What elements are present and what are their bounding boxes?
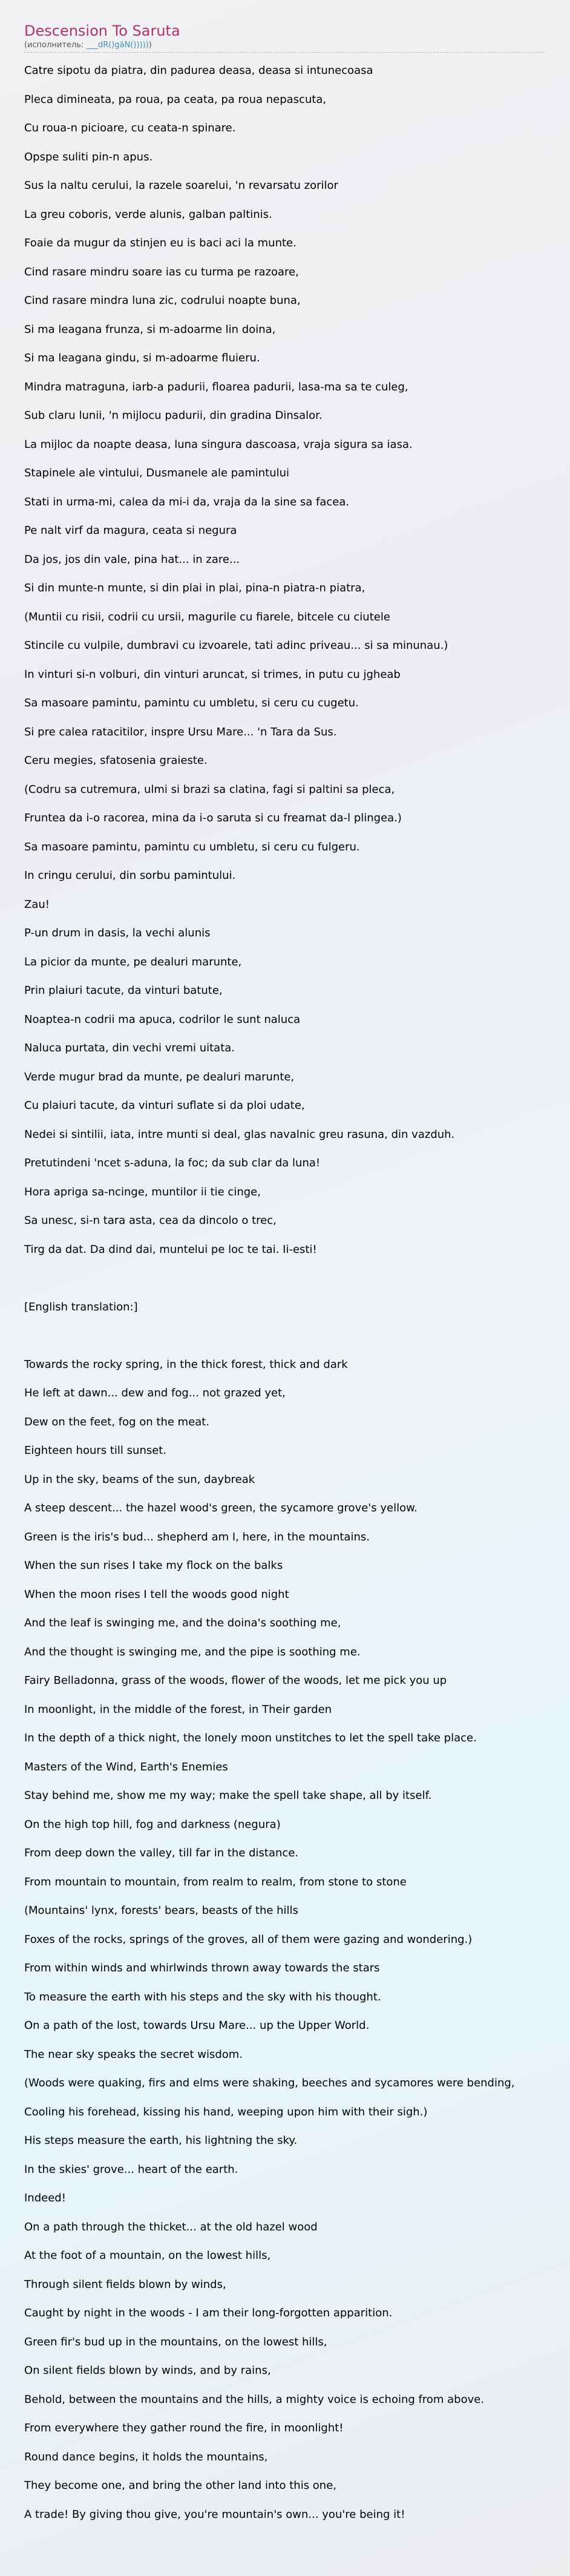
lyric-line: (Muntii cu risii, codrii cu ursii, magurile cu fiarele, bitcele cu ciutele — [24, 610, 390, 623]
lyric-line: Pe nalt virf da magura, ceata si negura — [24, 524, 237, 537]
lyric-line: On a path of the lost, towards Ursu Mare... up the Upper World. — [24, 2019, 370, 2032]
lyric-line: Si din munte-n munte, si din plai in plai, pina-n piatra-n piatra, — [24, 582, 365, 594]
lyric-line: A steep descent... the hazel wood's green, the sycamore grove's yellow. — [24, 1502, 418, 1514]
lyric-line: Dew on the feet, fog on the meat. — [24, 1415, 210, 1428]
lyric-line: On the high top hill, fog and darkness (negura) — [24, 1818, 281, 1831]
lyric-line: Naluca purtata, din vechi vremi uitata. — [24, 1042, 235, 1054]
lyric-line: Masters of the Wind, Earth's Enemies — [24, 1760, 228, 1773]
lyric-line: A trade! By giving thou give, you're mountain's own... you're being it! — [24, 2508, 405, 2521]
lyric-line: Zau! — [24, 898, 50, 911]
lyric-line: On silent fields blown by winds, and by rains, — [24, 2364, 271, 2377]
lyric-line: Cooling his forehead, kissing his hand, weeping upon him with their sigh.) — [24, 2105, 428, 2118]
song-page — [24, 22, 569, 2529]
lyric-line: La picior da munte, pe dealuri marunte, — [24, 955, 242, 968]
lyric-line: Tirg da dat. Da dind dai, muntelui pe loc te tai. Ii-esti! — [24, 1243, 317, 1256]
artist-link[interactable]: ___dR()gäN())))) — [86, 41, 149, 50]
lyric-line: In the skies' grove... heart of the earth. — [24, 2163, 238, 2176]
lyric-line: And the leaf is swinging me, and the doina's soothing me, — [24, 1617, 341, 1629]
lyric-line: Catre sipotu da piatra, din padurea deasa, deasa si intunecoasa — [24, 64, 373, 77]
lyric-line: His steps measure the earth, his lightning the sky. — [24, 2134, 298, 2147]
lyric-line: Cind rasare mindra luna zic, codrului noapte buna, — [24, 294, 301, 307]
song-title: Descension To Saruta — [24, 22, 180, 39]
lyric-line: In vinturi si-n volburi, din vinturi aruncat, si trimes, in putu cu jgheab — [24, 668, 401, 681]
lyric-line: Stincile cu vulpile, dumbravi cu izvoarele, tati adinc priveau... si sa minunau.) — [24, 639, 448, 652]
lyric-line: Noaptea-n codrii ma apuca, codrilor le sunt naluca — [24, 1013, 301, 1026]
lyric-line: Green fir's bud up in the mountains, on the lowest hills, — [24, 2335, 327, 2348]
lyric-line: Cu roua-n picioare, cu ceata-n spinare. — [24, 122, 236, 134]
lyric-line: In cringu cerului, din sorbu pamintului. — [24, 869, 236, 882]
lyric-line: Nedei si sintilii, iata, intre munti si deal, glas navalnic greu rasuna, din vazduh. — [24, 1128, 455, 1141]
lyric-line: Prin plaiuri tacute, da vinturi batute, — [24, 984, 223, 997]
lyric-line: From deep down the valley, till far in the distance. — [24, 1847, 299, 1859]
lyric-line: Mindra matraguna, iarb-a padurii, floarea padurii, lasa-ma sa te culeg, — [24, 380, 408, 393]
lyric-line: Sus la naltu cerului, la razele soarelui, 'n revarsatu zorilor — [24, 179, 338, 192]
lyric-line: At the foot of a mountain, on the lowest hills, — [24, 2249, 271, 2262]
lyric-line: He left at dawn... dew and fog... not grazed yet, — [24, 1387, 286, 1399]
lyric-line: When the sun rises I take my flock on the balks — [24, 1559, 283, 1572]
lyric-line: In moonlight, in the middle of the forest, in Their garden — [24, 1703, 332, 1716]
lyric-line: Fruntea da i-o racorea, mina da i-o saruta si cu freamat da-l plingea.) — [24, 812, 402, 824]
divider — [24, 52, 545, 53]
lyric-line: (Codru sa cutremura, ulmi si brazi sa clatina, fagi si paltini sa pleca, — [24, 783, 395, 796]
artist-suffix: ) — [148, 41, 152, 50]
lyric-line: In the depth of a thick night, the lonely moon unstitches to let the spell take place. — [24, 1732, 477, 1744]
lyric-line: La mijloc da noapte deasa, luna singura dascoasa, vraja sigura sa iasa. — [24, 438, 413, 451]
lyric-line: When the moon rises I tell the woods good night — [24, 1588, 289, 1601]
lyric-line: Caught by night in the woods - I am their long-forgotten apparition. — [24, 2307, 393, 2319]
lyric-line — [24, 1264, 569, 1293]
lyric-line: Si ma leagana frunza, si m-adoarme lin doina, — [24, 323, 276, 336]
lyric-line: Behold, between the mountains and the hills, a mighty voice is echoing from above. — [24, 2393, 485, 2406]
lyric-line: P-un drum in dasis, la vechi alunis — [24, 927, 211, 939]
lyric-line: Sa unesc, si-n tara asta, cea da dincolo o trec, — [24, 1214, 277, 1227]
lyric-line — [24, 1321, 569, 1350]
lyric-line: From everywhere they gather round the fire, in moonlight! — [24, 2422, 344, 2434]
lyric-line: (Woods were quaking, firs and elms were shaking, beeches and sycamores were bending, — [24, 2077, 515, 2089]
lyric-line: Green is the iris's bud... shepherd am I, here, in the mountains. — [24, 1530, 370, 1543]
artist-line — [24, 40, 569, 51]
lyric-line: Indeed! — [24, 2192, 66, 2204]
lyric-line: Pleca dimineata, pa roua, pa ceata, pa roua nepascuta, — [24, 93, 327, 106]
lyric-line: And the thought is swinging me, and the pipe is soothing me. — [24, 1645, 361, 1658]
lyric-line: Stay behind me, show me my way; make the spell take shape, all by itself. — [24, 1789, 432, 1802]
lyric-line: Ceru megies, sfatosenia graieste. — [24, 754, 208, 767]
lyric-line: Cind rasare mindru soare ias cu turma pe razoare, — [24, 265, 299, 278]
lyric-line: Si pre calea ratacitilor, inspre Ursu Mare... 'n Tara da Sus. — [24, 725, 337, 738]
lyric-line: Foxes of the rocks, springs of the groves, all of them were gazing and wondering.) — [24, 1933, 473, 1946]
lyric-line: Cu plaiuri tacute, da vinturi suflate si da ploi udate, — [24, 1099, 305, 1112]
lyric-line: Stati in urma-mi, calea da mi-i da, vraja da la sine sa facea. — [24, 495, 350, 508]
lyric-line: The near sky speaks the secret wisdom. — [24, 2048, 243, 2061]
artist-prefix: (исполнитель: — [24, 41, 87, 50]
lyric-line: Da jos, jos din vale, pina hat... in zare... — [24, 553, 240, 566]
lyric-line: From within winds and whirlwinds thrown away towards the stars — [24, 1962, 380, 1974]
lyric-line: [English translation:] — [24, 1300, 138, 1313]
lyric-line: Verde mugur brad da munte, pe dealuri marunte, — [24, 1070, 295, 1083]
lyric-line: From mountain to mountain, from realm to realm, from stone to stone — [24, 1875, 407, 1888]
lyric-line: Eighteen hours till sunset. — [24, 1444, 167, 1457]
lyric-line: Sa masoare pamintu, pamintu cu umbletu, si ceru cu cugetu. — [24, 697, 359, 709]
lyric-line: Round dance begins, it holds the mountains, — [24, 2450, 268, 2463]
lyric-line: Pretutindeni 'ncet s-aduna, la foc; da sub clar da luna! — [24, 1157, 321, 1169]
lyric-line: To measure the earth with his steps and the sky with his thought. — [24, 1990, 381, 2003]
lyric-line: Sa masoare pamintu, pamintu cu umbletu, si ceru cu fulgeru. — [24, 840, 360, 853]
lyric-line: On a path through the thicket... at the old hazel wood — [24, 2220, 318, 2233]
lyric-line: La greu coboris, verde alunis, galban paltinis. — [24, 208, 272, 221]
lyric-line: Sub claru lunii, 'n mijlocu padurii, din gradina Dinsalor. — [24, 409, 323, 422]
lyrics-body — [24, 56, 569, 2529]
lyric-line: Si ma leagana gindu, si m-adoarme fluieru. — [24, 352, 260, 364]
lyric-line: Stapinele ale vintului, Dusmanele ale pamintului — [24, 467, 290, 479]
lyric-line: Foaie da mugur da stinjen eu is baci aci la munte. — [24, 237, 296, 249]
lyric-line: They become one, and bring the other land into this one, — [24, 2479, 337, 2492]
lyric-line: Fairy Belladonna, grass of the woods, flower of the woods, let me pick you up — [24, 1674, 447, 1687]
lyric-line: Towards the rocky spring, in the thick forest, thick and dark — [24, 1358, 348, 1371]
lyric-line: Hora apriga sa-ncinge, muntilor ii tie cinge, — [24, 1185, 261, 1198]
lyric-line: Through silent fields blown by winds, — [24, 2278, 226, 2291]
lyric-line: Up in the sky, beams of the sun, daybreak — [24, 1473, 255, 1486]
lyric-line: Opspe suliti pin-n apus. — [24, 150, 153, 163]
lyric-line: (Mountains' lynx, forests' bears, beasts of the hills — [24, 1904, 298, 1917]
